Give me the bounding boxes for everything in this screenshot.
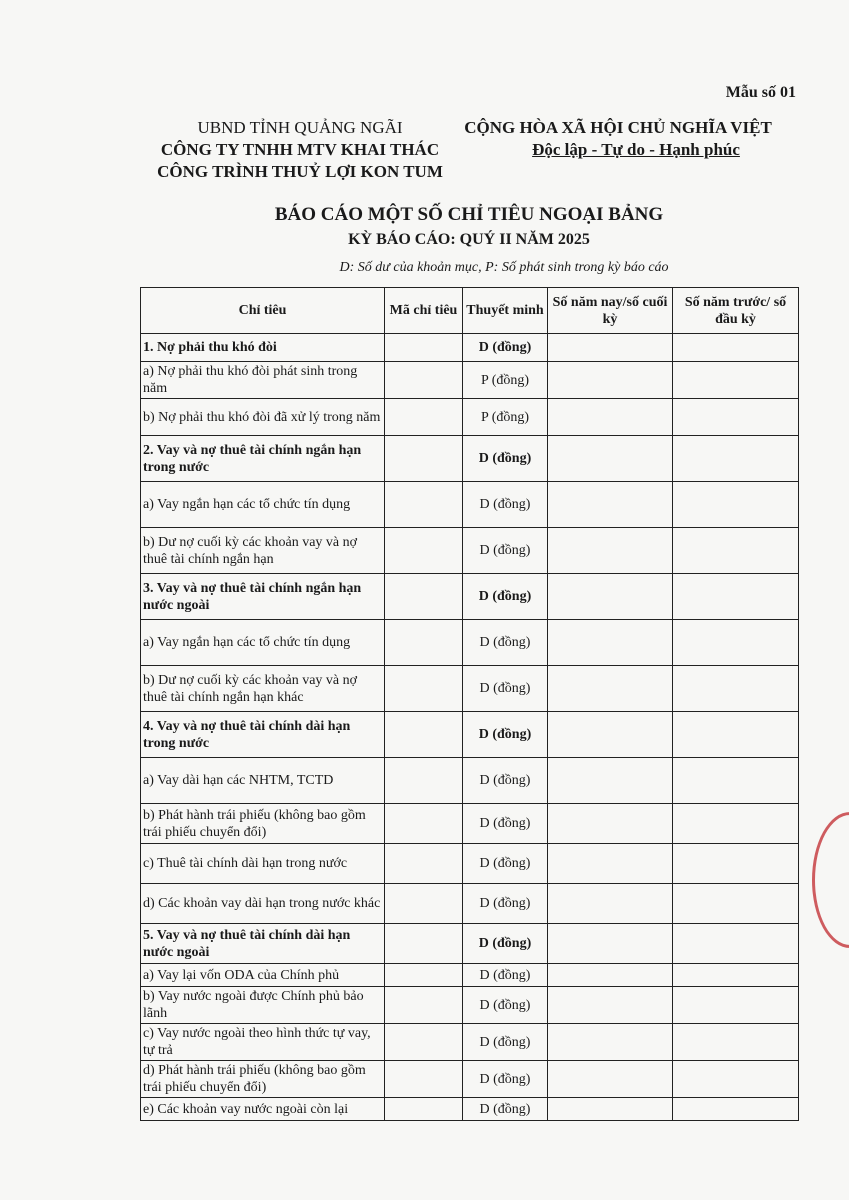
row-code (385, 804, 463, 844)
row-previous-value (673, 436, 799, 482)
row-current-value (548, 620, 673, 666)
row-label: d) Các khoản vay dài hạn trong nước khác (141, 884, 385, 924)
row-previous-value (673, 758, 799, 804)
row-code (385, 884, 463, 924)
row-current-value (548, 1024, 673, 1061)
row-label: a) Vay ngắn hạn các tổ chức tín dụng (141, 482, 385, 528)
row-previous-value (673, 528, 799, 574)
row-current-value (548, 964, 673, 987)
table-row (141, 666, 799, 712)
issuer-company-line1: CÔNG TY TNHH MTV KHAI THÁC (160, 140, 440, 159)
row-unit: D (đồng) (463, 1024, 548, 1061)
row-unit: D (đồng) (463, 620, 548, 666)
row-unit: D (đồng) (463, 1098, 548, 1121)
row-current-value (548, 1061, 673, 1098)
table-row (141, 804, 799, 844)
table-row (141, 399, 799, 436)
row-unit: D (đồng) (463, 334, 548, 362)
row-current-value (548, 436, 673, 482)
table-row (141, 844, 799, 884)
row-code (385, 964, 463, 987)
col-header-code: Mã chỉ tiêu (385, 288, 463, 334)
row-previous-value (673, 362, 799, 399)
row-code (385, 1061, 463, 1098)
row-current-value (548, 987, 673, 1024)
row-code (385, 666, 463, 712)
table-row (141, 884, 799, 924)
row-current-value (548, 1098, 673, 1121)
table-row (141, 712, 799, 758)
issuer-parent-org: UBND TỈNH QUẢNG NGÃI (197, 118, 403, 137)
issuer-company-line2: CÔNG TRÌNH THUỶ LỢI KON TUM (157, 162, 443, 181)
row-code (385, 712, 463, 758)
table-row (141, 574, 799, 620)
row-unit: D (đồng) (463, 436, 548, 482)
row-current-value (548, 712, 673, 758)
report-title: BÁO CÁO MỘT SỐ CHỈ TIÊU NGOẠI BẢNG (274, 204, 664, 225)
row-previous-value (673, 1061, 799, 1098)
row-previous-value (673, 924, 799, 964)
legend-note: D: Số dư của khoản mục, P: Số phát sinh trong kỳ báo cáo (339, 260, 669, 275)
row-unit: D (đồng) (463, 964, 548, 987)
row-unit: D (đồng) (463, 884, 548, 924)
row-code (385, 574, 463, 620)
row-current-value (548, 482, 673, 528)
row-previous-value (673, 666, 799, 712)
national-title: CỘNG HÒA XÃ HỘI CHỦ NGHĨA VIỆT (464, 118, 772, 137)
row-code (385, 399, 463, 436)
row-unit: D (đồng) (463, 574, 548, 620)
row-code (385, 924, 463, 964)
row-previous-value (673, 844, 799, 884)
row-label: a) Nợ phải thu khó đòi phát sinh trong năm (141, 362, 385, 399)
row-unit: D (đồng) (463, 528, 548, 574)
table-row (141, 964, 799, 987)
row-code (385, 334, 463, 362)
table-row (141, 334, 799, 362)
row-label: 5. Vay và nợ thuê tài chính dài hạn nước ngoài (141, 924, 385, 964)
row-current-value (548, 804, 673, 844)
row-unit: P (đồng) (463, 399, 548, 436)
row-label: a) Vay dài hạn các NHTM, TCTD (141, 758, 385, 804)
row-previous-value (673, 482, 799, 528)
table-row (141, 758, 799, 804)
col-header-current: Số năm nay/số cuối kỳ (548, 288, 673, 334)
table-body (141, 334, 799, 1121)
national-header (458, 117, 778, 161)
row-code (385, 1024, 463, 1061)
row-unit: D (đồng) (463, 924, 548, 964)
row-previous-value (673, 712, 799, 758)
row-previous-value (673, 987, 799, 1024)
col-header-previous: Số năm trước/ số đầu kỳ (673, 288, 799, 334)
report-period: KỲ BÁO CÁO: QUÝ II NĂM 2025 (348, 231, 590, 248)
row-unit: D (đồng) (463, 758, 548, 804)
row-previous-value (673, 884, 799, 924)
row-code (385, 436, 463, 482)
row-label: 4. Vay và nợ thuê tài chính dài hạn trong nước (141, 712, 385, 758)
row-current-value (548, 399, 673, 436)
issuer-header (140, 117, 460, 183)
row-current-value (548, 758, 673, 804)
row-label: b) Nợ phải thu khó đòi đã xử lý trong năm (141, 399, 385, 436)
row-label: d) Phát hành trái phiếu (không bao gồm trái phiếu chuyển đổi) (141, 1061, 385, 1098)
row-label: a) Vay ngắn hạn các tổ chức tín dụng (141, 620, 385, 666)
row-unit: D (đồng) (463, 844, 548, 884)
row-label: 1. Nợ phải thu khó đòi (141, 334, 385, 362)
row-label: a) Vay lại vốn ODA của Chính phủ (141, 964, 385, 987)
row-label: c) Thuê tài chính dài hạn trong nước (141, 844, 385, 884)
table-row (141, 1061, 799, 1098)
col-header-explanation: Thuyết minh (463, 288, 548, 334)
row-code (385, 1098, 463, 1121)
row-current-value (548, 924, 673, 964)
table-row (141, 987, 799, 1024)
table-row (141, 436, 799, 482)
col-header-indicator: Chỉ tiêu (141, 288, 385, 334)
row-unit: D (đồng) (463, 987, 548, 1024)
row-current-value (548, 334, 673, 362)
row-code (385, 987, 463, 1024)
row-code (385, 758, 463, 804)
row-label: e) Các khoản vay nước ngoài còn lại (141, 1098, 385, 1121)
row-label: b) Vay nước ngoài được Chính phủ bảo lãnh (141, 987, 385, 1024)
row-code (385, 620, 463, 666)
row-previous-value (673, 334, 799, 362)
row-unit: D (đồng) (463, 804, 548, 844)
report-table (140, 287, 799, 1121)
row-unit: D (đồng) (463, 712, 548, 758)
row-label: b) Dư nợ cuối kỳ các khoản vay và nợ thuê tài chính ngắn hạn (141, 528, 385, 574)
row-label: c) Vay nước ngoài theo hình thức tự vay, tự trả (141, 1024, 385, 1061)
row-current-value (548, 528, 673, 574)
row-code (385, 362, 463, 399)
row-label: b) Dư nợ cuối kỳ các khoản vay và nợ thuê tài chính ngắn hạn khác (141, 666, 385, 712)
row-previous-value (673, 1024, 799, 1061)
table-row (141, 362, 799, 399)
table-row (141, 1024, 799, 1061)
row-label: b) Phát hành trái phiếu (không bao gồm trái phiếu chuyển đổi) (141, 804, 385, 844)
row-current-value (548, 666, 673, 712)
company-seal (812, 812, 849, 948)
row-current-value (548, 884, 673, 924)
table-row (141, 1098, 799, 1121)
row-previous-value (673, 1098, 799, 1121)
row-code (385, 482, 463, 528)
row-current-value (548, 574, 673, 620)
row-previous-value (673, 574, 799, 620)
row-previous-value (673, 964, 799, 987)
row-unit: D (đồng) (463, 482, 548, 528)
table-row (141, 528, 799, 574)
row-current-value (548, 362, 673, 399)
row-previous-value (673, 620, 799, 666)
form-number: Mẫu số 01 (725, 84, 796, 101)
row-unit: D (đồng) (463, 666, 548, 712)
table-row (141, 620, 799, 666)
row-previous-value (673, 804, 799, 844)
row-previous-value (673, 399, 799, 436)
row-current-value (548, 844, 673, 884)
row-unit: D (đồng) (463, 1061, 548, 1098)
row-label: 2. Vay và nợ thuê tài chính ngắn hạn trong nước (141, 436, 385, 482)
table-header-row (141, 288, 799, 334)
table-row (141, 924, 799, 964)
row-code (385, 844, 463, 884)
row-unit: P (đồng) (463, 362, 548, 399)
table-row (141, 482, 799, 528)
national-motto: Độc lập - Tự do - Hạnh phúc (532, 140, 740, 159)
row-code (385, 528, 463, 574)
row-label: 3. Vay và nợ thuê tài chính ngắn hạn nước ngoài (141, 574, 385, 620)
